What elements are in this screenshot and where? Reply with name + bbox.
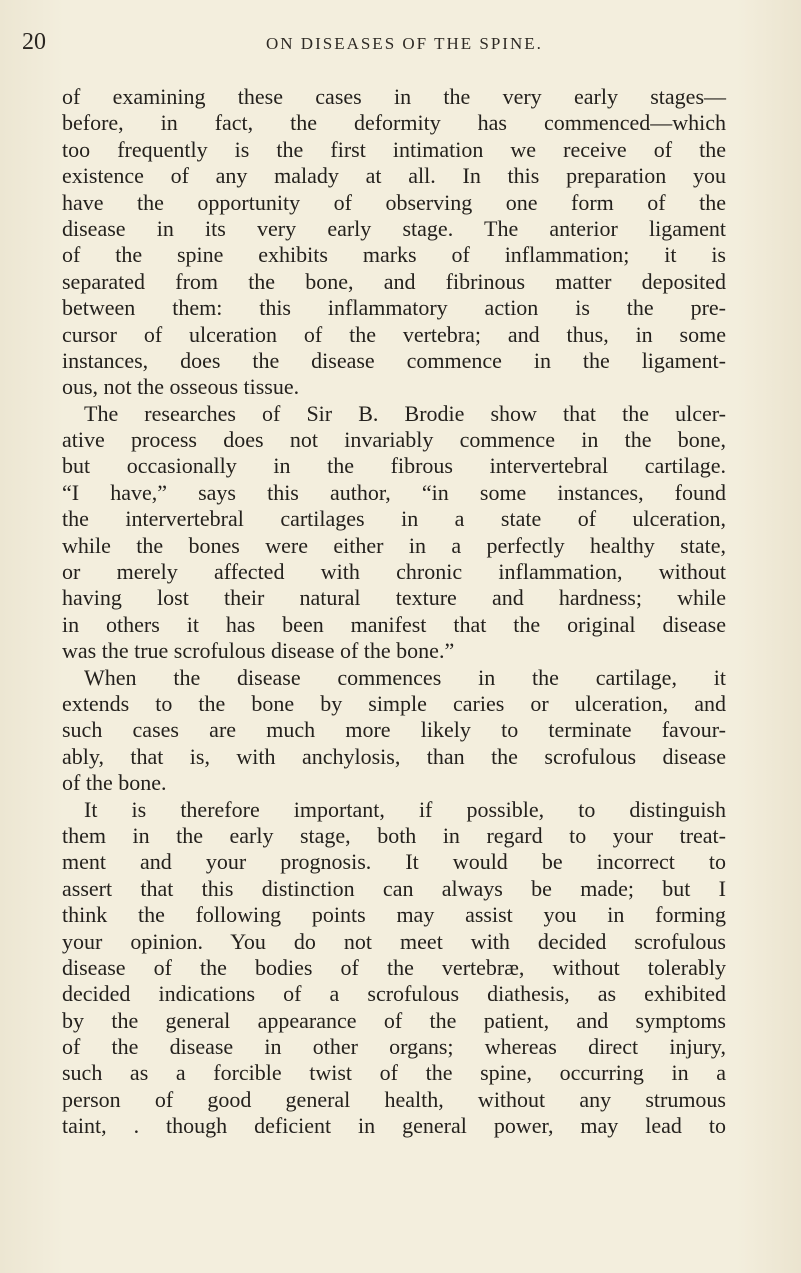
- text-line: When the disease commences in the cartilage, it: [84, 664, 726, 690]
- text-line: of examining these cases in the very early stages—: [62, 84, 726, 109]
- text-line: by the general appearance of the patient, and symptoms: [62, 1007, 726, 1033]
- text-line: think the following points may assist you in forming: [62, 902, 726, 928]
- text-line: ative process does not invariably commence in the bone,: [62, 427, 726, 453]
- text-line: It is therefore important, if possible, to distinguish: [84, 796, 726, 822]
- text-line: extends to the bone by simple caries or ulceration, and: [62, 690, 726, 716]
- text-line: existence of any malady at all. In this preparation you: [62, 163, 726, 189]
- text-line: separated from the bone, and fibrinous matter deposited: [62, 268, 726, 294]
- text-line: the intervertebral cartilages in a state of ulceration,: [62, 506, 726, 532]
- text-line: instances, does the disease commence in the ligament-: [62, 347, 726, 373]
- text-line: disease in its very early stage. The anterior ligament: [62, 215, 726, 241]
- body-text: [62, 84, 726, 1140]
- text-line: assert that this distinction can always be made; but I: [62, 875, 726, 901]
- text-line: The researches of Sir B. Brodie show that the ulcer-: [84, 400, 726, 426]
- text-line: them in the early stage, both in regard to your treat-: [62, 822, 726, 848]
- text-line: before, in fact, the deformity has commenced—which: [62, 110, 726, 136]
- text-line: but occasionally in the fibrous intervertebral cartilage.: [62, 453, 726, 479]
- text-line: while the bones were either in a perfectly healthy state,: [62, 532, 726, 558]
- text-line: or merely affected with chronic inflammation, without: [62, 559, 726, 585]
- text-line: was the true scrofulous disease of the bone.”: [62, 638, 455, 664]
- text-line: between them: this inflammatory action is the pre-: [62, 295, 726, 321]
- text-line: have the opportunity of observing one form of the: [62, 189, 726, 215]
- text-line: such cases are much more likely to terminate favour-: [62, 717, 726, 743]
- text-line: too frequently is the first intimation we receive of the: [62, 136, 726, 162]
- text-line: such as a forcible twist of the spine, occurring in a: [62, 1060, 726, 1086]
- text-line: ous, not the osseous tissue.: [62, 374, 300, 400]
- running-head: ON DISEASES OF THE SPINE.: [266, 34, 543, 53]
- text-line: your opinion. You do not meet with decided scrofulous: [62, 928, 726, 954]
- text-line: of the spine exhibits marks of inflammation; it is: [62, 242, 726, 268]
- text-line: in others it has been manifest that the original disease: [62, 611, 726, 637]
- text-line: ment and your prognosis. It would be incorrect to: [62, 849, 726, 875]
- text-line: of the bone.: [62, 770, 167, 796]
- text-line: “I have,” says this author, “in some instances, found: [62, 479, 726, 505]
- text-line: disease of the bodies of the vertebræ, without tolerably: [62, 954, 726, 980]
- page-number: 20: [22, 29, 46, 55]
- text-line: cursor of ulceration of the vertebra; and thus, in some: [62, 321, 726, 347]
- text-line: person of good general health, without any strumous: [62, 1086, 726, 1112]
- text-line: ably, that is, with anchylosis, than the scrofulous disease: [62, 743, 726, 769]
- text-line: of the disease in other organs; whereas direct injury,: [62, 1034, 726, 1060]
- text-line: taint, . though deficient in general power, may lead to: [62, 1113, 726, 1139]
- text-line: having lost their natural texture and hardness; while: [62, 585, 726, 611]
- text-line: decided indications of a scrofulous diathesis, as exhibited: [62, 981, 726, 1007]
